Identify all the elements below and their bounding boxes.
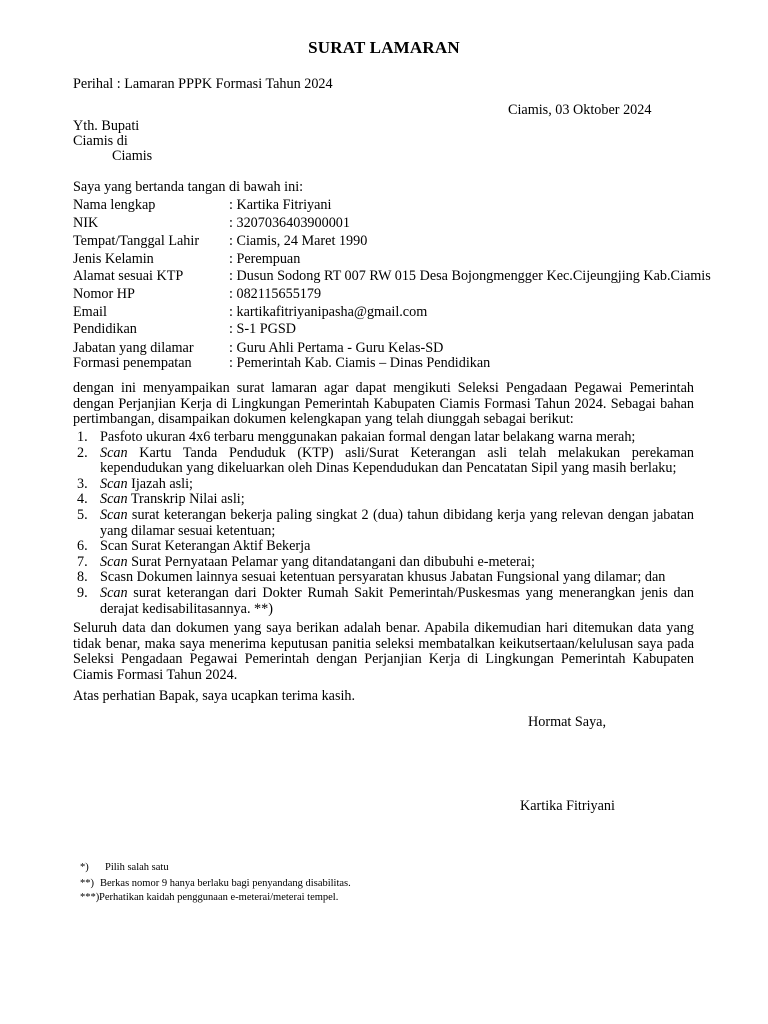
footnote-text: Perhatikan kaidah penggunaan e-meterai/meterai tempel. [99,892,339,903]
list-italic: Scan [100,584,128,601]
field-label: Alamat sesuai KTP [73,268,184,284]
list-text: Transkrip Nilai asli; [127,491,245,508]
signature-name: Kartika Fitriyani [520,798,615,814]
recipient-line-1: Yth. Bupati [73,118,140,134]
recipient-line-2: Ciamis di [73,133,128,149]
place-date: Ciamis, 03 Oktober 2024 [508,102,652,118]
field-value: : Guru Ahli Pertama - Guru Kelas-SD [229,340,444,356]
list-item [73,586,694,617]
footnote [80,877,351,891]
footnote [80,891,338,905]
list-italic: Scan [100,475,128,492]
list-italic: Scan [100,553,128,570]
list-number: 4. [77,491,88,508]
field-label: Nomor HP [73,286,135,302]
list-number: 1. [77,429,88,445]
list-number: 8. [77,569,88,586]
list-text: surat keterangan bekerja paling singkat 2 (dua) tahun dibidang kerja yang relevan dengan jabatan yang dilamar sesuai ketentuan; [100,506,694,539]
list-italic: Scan [100,506,128,523]
field-label: Nama lengkap [73,197,156,213]
list-text: Pasfoto ukuran 4x6 terbaru menggunakan pakaian formal dengan latar belakang warna merah; [100,429,636,445]
list-item [73,477,694,493]
intro-text: Saya yang bertanda tangan di bawah ini: [73,179,304,195]
closing-paragraph: Seluruh data dan dokumen yang saya berikan adalah benar. Apabila dikemudian hari ditemukan data yang tidak benar, maka saya menerima keputusan panitia seleksi membatalkan keikutsertaan/kelulusan saya pada Seleksi Pengadaan Pegawai Pemerintah dengan Perjanjian Kerja di Lingkungan Pemerintah Kabupaten Ciamis Formasi Tahun 2024. [73,620,694,683]
document-list [73,430,694,617]
list-italic: Scan [100,444,128,461]
thanks-line: Atas perhatian Bapak, saya ucapkan terima kasih. [73,688,356,704]
list-item [73,508,694,539]
footnote-mark: **) [80,878,94,889]
list-text: Scan Surat Keterangan Aktif Bekerja [100,538,311,555]
list-text: Ijazah asli; [127,475,193,492]
footnote-mark: ***) [80,892,100,903]
list-item [73,430,694,446]
field-label: Pendidikan [73,321,137,337]
field-label: Tempat/Tanggal Lahir [73,233,200,249]
list-item [73,555,694,571]
field-label: Email [73,304,107,320]
list-item [73,446,694,477]
list-number: 6. [77,538,88,555]
field-value: : 3207036403900001 [229,215,350,231]
list-item [73,492,694,508]
field-label: Jabatan yang dilamar [73,340,194,356]
footnote-mark: *) [80,862,89,873]
field-value: : kartikafitriyanipasha@gmail.com [229,304,428,320]
letter-title: SURAT LAMARAN [308,38,460,57]
list-number: 9. [77,584,88,601]
field-value: : Pemerintah Kab. Ciamis – Dinas Pendidikan [229,355,491,371]
footnote-text: Pilih salah satu [105,862,169,873]
field-value: : Dusun Sodong RT 007 RW 015 Desa Bojongmengger Kec.Cijeungjing Kab.Ciamis [229,268,711,284]
footnote-text: Berkas nomor 9 hanya berlaku bagi penyandang disabilitas. [100,878,351,889]
subject-line: Perihal : Lamaran PPPK Formasi Tahun 2024 [73,76,333,92]
field-value: : Ciamis, 24 Maret 1990 [229,233,368,249]
field-value: : 082115655179 [229,286,322,302]
field-label: Formasi penempatan [73,355,192,371]
list-number: 2. [77,444,88,461]
list-italic: Scan [100,491,128,508]
list-number: 5. [77,506,88,523]
body-paragraph: dengan ini menyampaikan surat lamaran agar dapat mengikuti Seleksi Pengadaan Pegawai Pemerintah dengan Perjanjian Kerja di Lingkungan Pemerintah Kabupaten Ciamis Formasi Tahun 2024. Sebagai bahan pertimbangan, disampaikan dokumen kelengkapan yang telah diunggah sebagai berikut: [73,380,694,428]
list-text: Scasn Dokumen lainnya sesuai ketentuan persyaratan khusus Jabatan Fungsional yang dilamar; dan [100,569,666,586]
list-text: Surat Pernyataan Pelamar yang ditandatangani dan dibubuhi e-meterai; [127,553,535,570]
field-label: Jenis Kelamin [73,251,154,267]
list-number: 3. [77,475,88,492]
field-value: : S-1 PGSD [229,321,297,337]
list-text: surat keterangan dari Dokter Rumah Sakit Pemerintah/Puskesmas yang menerangkan jenis dan derajat kedisabilitasannya. **) [100,584,694,617]
field-value: : Kartika Fitriyani [229,197,332,213]
list-item [73,539,694,555]
signature-greeting: Hormat Saya, [528,714,607,730]
field-label: NIK [73,215,99,231]
recipient-line-3: Ciamis [112,148,153,164]
footnote [80,861,169,875]
field-value: : Perempuan [229,251,301,267]
list-item [73,570,694,586]
list-text: Kartu Tanda Penduduk (KTP) asli/Surat Keterangan asli telah melakukan perekaman kependudukan yang dikeluarkan oleh Dinas Kependudukan dan Pencatatan Sipil yang masih berlaku; [100,444,694,477]
list-number: 7. [77,553,88,570]
